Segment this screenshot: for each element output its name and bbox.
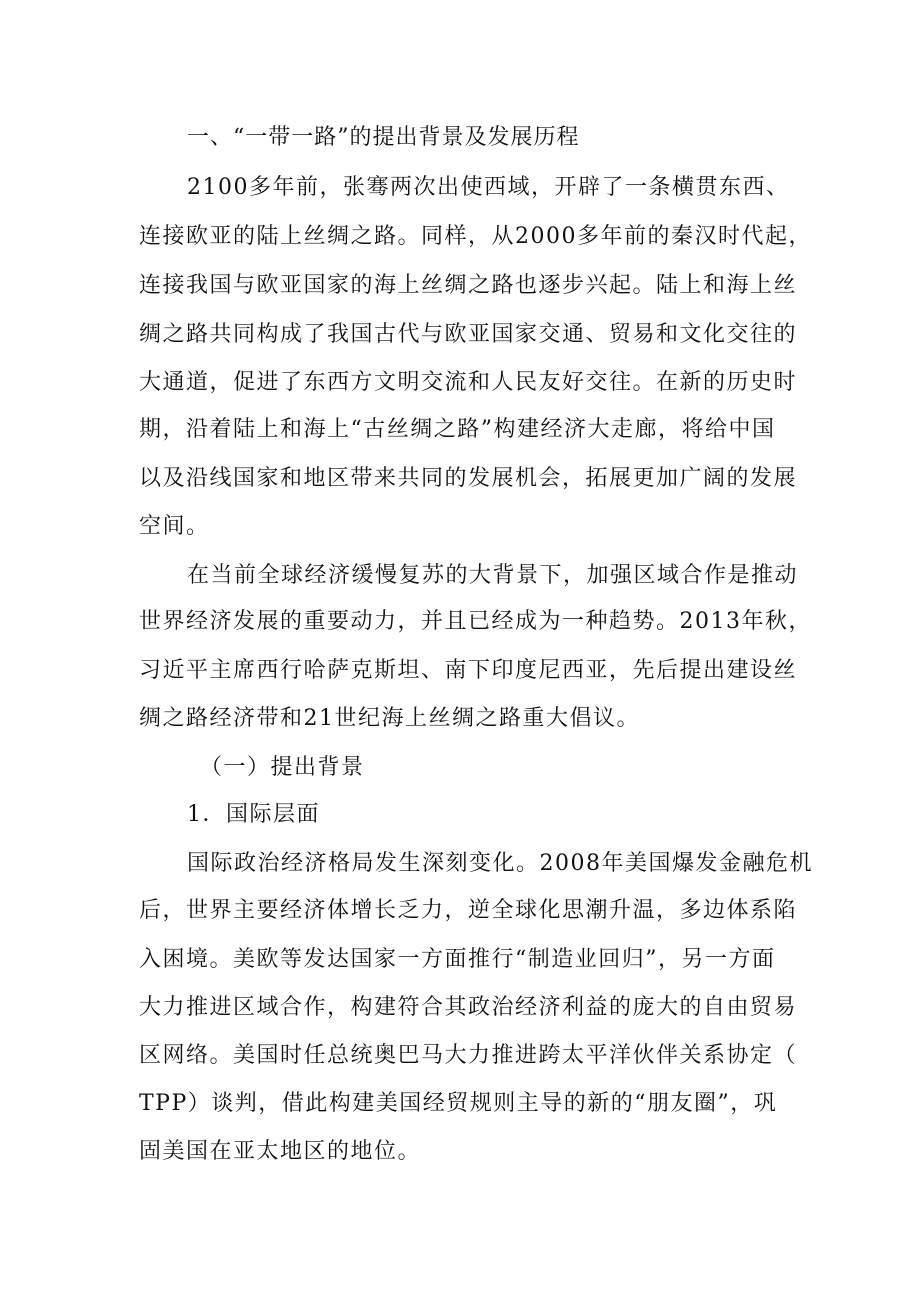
paragraph-3-line: 区网络。美国时任总统奥巴马大力推进跨太平洋伙伴关系协定（: [139, 1043, 798, 1068]
paragraph-2-line: 在当前全球经济缓慢复苏的大背景下，加强区域合作是推动: [187, 563, 799, 588]
section-heading: 一、“一带一路”的提出背景及发展历程: [187, 125, 580, 150]
subsubheading: 1．国际层面: [187, 802, 320, 827]
paragraph-3-line: 国际政治经济格局发生深刻变化。2008年美国爆发金融危机: [187, 851, 813, 876]
paragraph-3-line: TPP）谈判，借此构建美国经贸规则主导的新的“朋友圈”，巩: [139, 1091, 778, 1116]
paragraph-1-line: 连接欧亚的陆上丝绸之路。同样，从2000多年前的秦汉时代起，: [139, 224, 812, 249]
paragraph-3-line: 入困境。美欧等发达国家一方面推行“制造业回归”，另一方面: [139, 947, 776, 972]
paragraph-3-line: 固美国在亚太地区的地位。: [139, 1139, 422, 1164]
paragraph-2-line: 绸之路经济带和21世纪海上丝绸之路重大倡议。: [139, 706, 640, 731]
paragraph-1-line: 以及沿线国家和地区带来共同的发展机会，拓展更加广阔的发展: [139, 466, 798, 491]
paragraph-1-line: 2100多年前，张骞两次出使西域，开辟了一条横贯东西、: [187, 175, 790, 200]
paragraph-1-line: 期，沿着陆上和海上“古丝绸之路”构建经济大走廊，将给中国: [139, 417, 776, 442]
paragraph-2-line: 世界经济发展的重要动力，并且已经成为一种趋势。2013年秋，: [139, 609, 812, 634]
paragraph-1-line: 大通道，促进了东西方文明交流和人民友好交往。在新的历史时: [139, 370, 798, 395]
paragraph-1-line: 连接我国与欧亚国家的海上丝绸之路也逐步兴起。陆上和海上丝: [139, 273, 798, 298]
paragraph-3-line: 后，世界主要经济体增长乏力，逆全球化思潮升温，多边体系陷: [139, 898, 798, 923]
subheading: （一）提出背景: [200, 755, 365, 780]
paragraph-3-line: 大力推进区域合作，构建符合其政治经济利益的庞大的自由贸易: [139, 995, 798, 1020]
paragraph-1-line: 空间。: [139, 514, 210, 539]
paragraph-2-line: 习近平主席西行哈萨克斯坦、南下印度尼西亚，先后提出建设丝: [139, 658, 798, 683]
paragraph-1-line: 绸之路共同构成了我国古代与欧亚国家交通、贸易和文化交往的: [139, 322, 798, 347]
